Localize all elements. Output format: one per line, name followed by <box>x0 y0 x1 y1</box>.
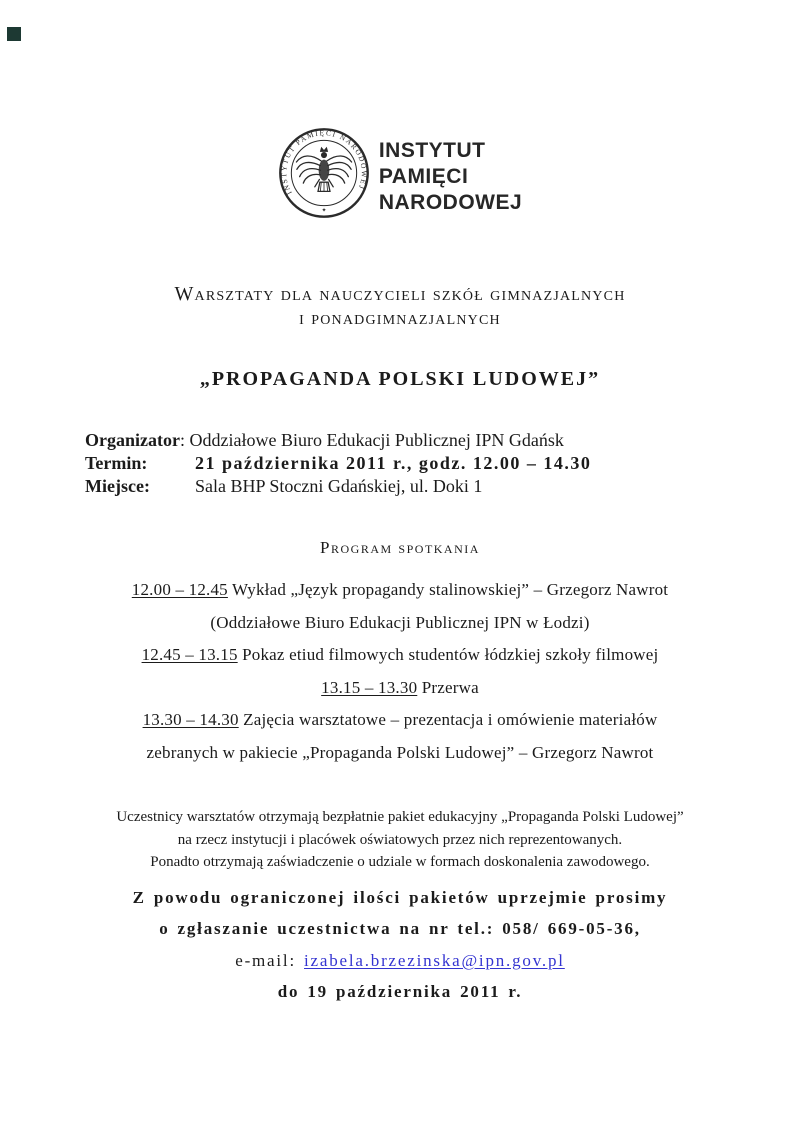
signup-line-limited: Z powodu ograniczonej ilości pakietów uprzejmie prosimy <box>132 887 668 907</box>
wordmark-line: INSTYTUT <box>378 139 486 162</box>
program-text: Zajęcia warsztatowe – prezentacja i omówienie materiałów <box>238 710 658 729</box>
program-item <box>0 639 800 672</box>
ipn-seal-emblem <box>278 127 370 219</box>
program-time: 12.45 – 13.15 <box>141 645 238 664</box>
program-text: Wykład „Język propagandy stalinowskiej” – Grzegorz Nawrot <box>227 580 669 599</box>
detail-value: 21 października 2011 r., godz. 12.00 – 14.30 <box>195 453 592 473</box>
workshop-title: „PROPAGANDA POLSKI LUDOWEJ” <box>199 368 601 390</box>
detail-label: Termin: <box>85 453 148 473</box>
seal-bottom-mark: ✦ <box>321 208 327 215</box>
detail-row-place <box>85 475 800 498</box>
signup-line-email <box>0 945 800 977</box>
workshop-heading-line2: i ponadgimnazjalnych <box>299 307 501 329</box>
event-details <box>85 429 800 498</box>
wordmark-line: PAMIĘCI <box>378 165 469 188</box>
detail-row-organizer <box>85 429 800 452</box>
program-text: zebranych w pakiecie „Propaganda Polski Ludowej” – Grzegorz Nawrot <box>146 742 654 762</box>
detail-label: Miejsce: <box>85 476 150 496</box>
program-list <box>0 574 800 769</box>
program-item <box>0 704 800 737</box>
workshop-heading-line1: Warsztaty dla nauczycieli szkół gimnazjalnych <box>174 283 626 305</box>
wordmark-line: NARODOWEJ <box>378 191 523 214</box>
ipn-wordmark <box>379 127 522 216</box>
program-text: Pokaz etiud filmowych studentów łódzkiej szkoły filmowej <box>237 645 659 664</box>
detail-row-date <box>85 452 800 475</box>
program-text: (Oddziałowe Biuro Edukacji Publicznej IPN w Łodzi) <box>210 612 590 632</box>
note-line: Uczestnicy warsztatów otrzymają bezpłatnie pakiet edukacyjny „Propaganda Polski Ludowej” <box>116 809 684 825</box>
signup-block <box>0 882 800 1008</box>
email-label: e-mail: <box>235 950 305 970</box>
detail-value: Sala BHP Stoczni Gdańskiej, ul. Doki 1 <box>195 476 483 496</box>
svg-text:INSTYTUT PAMIĘCI NARODOWEJ: INSTYTUT PAMIĘCI NARODOWEJ <box>279 128 369 197</box>
email-link[interactable]: izabela.brzezinska@ipn.gov.pl <box>304 950 565 970</box>
program-heading: Program spotkania <box>320 538 480 557</box>
ipn-logo <box>0 0 800 219</box>
note-line: Ponadto otrzymają zaświadczenie o udziale w formach doskonalenia zawodowego. <box>150 854 650 870</box>
corner-marker <box>7 27 21 41</box>
detail-value: : Oddziałowe Biuro Edukacji Publicznej IPN Gdańsk <box>179 430 564 450</box>
workshop-heading <box>0 282 800 330</box>
program-item <box>0 607 800 640</box>
detail-label: Organizator <box>85 430 180 450</box>
program-time: 13.30 – 14.30 <box>142 710 239 729</box>
signup-line-deadline: do 19 października 2011 r. <box>277 982 523 1001</box>
program-text: Przerwa <box>417 677 479 697</box>
ipn-seal-icon <box>278 127 370 219</box>
program-item <box>0 672 800 705</box>
program-time: 13.15 – 13.30 <box>321 677 418 697</box>
signup-line-phone: o zgłaszanie uczestnictwa na nr tel.: 058/ 669-05-36, <box>159 919 641 938</box>
program-time: 12.00 – 12.45 <box>131 580 228 599</box>
note-line: na rzecz instytucji i placówek oświatowych przez nich reprezentowanych. <box>177 831 623 848</box>
program-item <box>0 574 800 607</box>
program-item <box>0 737 800 770</box>
participants-note <box>0 806 800 874</box>
